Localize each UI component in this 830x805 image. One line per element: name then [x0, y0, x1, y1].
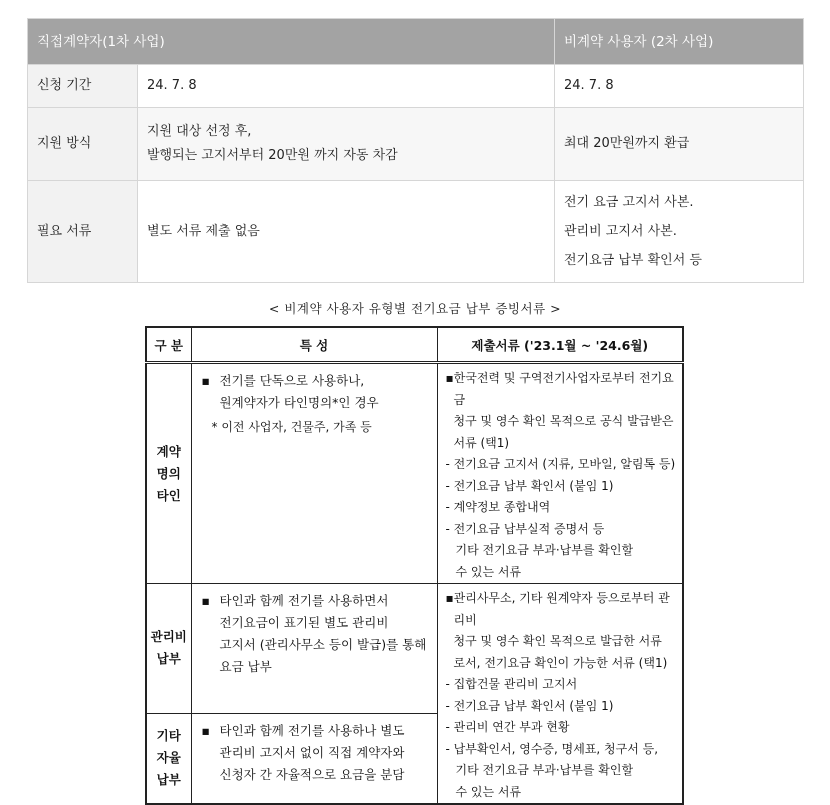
- square-bullet-icon: ▪: [201, 722, 210, 738]
- header-feature: 특 성: [191, 327, 437, 363]
- shared-documents-cell: [437, 584, 683, 805]
- row-label: 신청 기간: [28, 65, 138, 108]
- feature-cell: [191, 713, 437, 804]
- feature-bullet: ▪ 타인과 함께 전기를 사용하나 별도 관리비 고지서 없이 직접 계약자와 신청자 간 자율적으로 요금을 분담: [202, 720, 431, 786]
- square-bullet-icon: ▪: [201, 593, 210, 608]
- row-application-period: [28, 65, 804, 108]
- feature-cell: [191, 584, 437, 714]
- cell-indirect: 최대 20만원까지 환급: [555, 108, 804, 181]
- cell-direct: 별도 서류 제출 없음: [138, 181, 555, 283]
- doc-item: - 관리비 연간 부과 현황: [445, 720, 570, 734]
- doc-item: - 계약정보 종합내역: [445, 500, 551, 514]
- docs-lead: ▪관리사무소, 기타 원계약자 등으로부터 관리비 청구 및 영수 확인 목적으로 발급한 서류 로서, 전기요금 확인이 가능한 서류 (택1): [445, 591, 670, 670]
- row-required-documents: [28, 181, 804, 283]
- row-other-name-contract: [146, 363, 683, 584]
- row-label: 지원 방식: [28, 108, 138, 181]
- square-bullet-icon: ▪: [445, 371, 454, 385]
- doc-item: - 전기요금 납부 확인서 (붙임 1): [445, 698, 614, 713]
- row-support-method: [28, 108, 804, 181]
- cell-direct: 24. 7. 8: [138, 65, 555, 108]
- row-management-fee: [146, 584, 683, 714]
- doc-item: - 전기요금 고지서 (지류, 모바일, 알림톡 등): [445, 457, 676, 471]
- feature-bullet: ▪ 타인과 함께 전기를 사용하면서 전기요금이 표기된 별도 관리비 고지서 (관리사무소 등이 발급)를 통해 요금 납부: [202, 590, 431, 678]
- docs-lead: ▪한국전력 및 구역전기사업자로부터 전기요금 청구 및 영수 확인 목적으로 공식 발급받은 서류 (택1): [445, 371, 674, 450]
- header-category: 구 분: [146, 327, 191, 363]
- payment-evidence-table: [145, 326, 684, 805]
- square-bullet-icon: ▪: [201, 373, 210, 388]
- header-direct-contractor: 직접계약자(1차 사업): [28, 19, 555, 65]
- feature-bullet: ▪ 전기를 단독으로 사용하나, 원계약자가 타인명의*인 경우: [202, 370, 431, 414]
- evidence-table-caption: < 비계약 사용자 유형별 전기요금 납부 증빙서류 >: [268, 301, 562, 316]
- comparison-header-row: [28, 19, 804, 65]
- cell-indirect: 24. 7. 8: [555, 65, 804, 108]
- category-cell: 계약 명의 타인: [146, 363, 191, 584]
- doc-item: - 전기요금 납부 확인서 (붙임 1): [445, 478, 614, 493]
- cell-indirect: 전기 요금 고지서 사본. 관리비 고지서 사본. 전기요금 납부 확인서 등: [555, 181, 804, 283]
- category-cell: 관리비 납부: [146, 584, 191, 714]
- doc-item: - 집합건물 관리비 고지서: [445, 677, 578, 691]
- header-documents: 제출서류 ('23.1월 ~ '24.6월): [437, 327, 683, 363]
- documents-cell: [437, 363, 683, 584]
- program-comparison-table: [27, 18, 804, 283]
- row-label: 필요 서류: [28, 181, 138, 283]
- evidence-header-row: [146, 327, 683, 363]
- category-cell: 기타 자율 납부: [146, 713, 191, 804]
- feature-cell: [191, 363, 437, 584]
- doc-item: - 전기요금 납부실적 증명서 등 기타 전기요금 부과·납부를 확인할 수 있는 서류: [445, 521, 634, 579]
- square-bullet-icon: ▪: [445, 591, 454, 605]
- cell-direct: 지원 대상 선정 후, 발행되는 고지서부터 20만원 까지 자동 차감: [138, 108, 555, 181]
- feature-footnote: * 이전 사업자, 건물주, 가족 등: [211, 420, 372, 434]
- header-non-contract-user: 비계약 사용자 (2차 사업): [555, 19, 804, 65]
- doc-item: - 납부확인서, 영수증, 명세표, 청구서 등, 기타 전기요금 부과·납부를 확인할 수 있는 서류: [445, 741, 659, 799]
